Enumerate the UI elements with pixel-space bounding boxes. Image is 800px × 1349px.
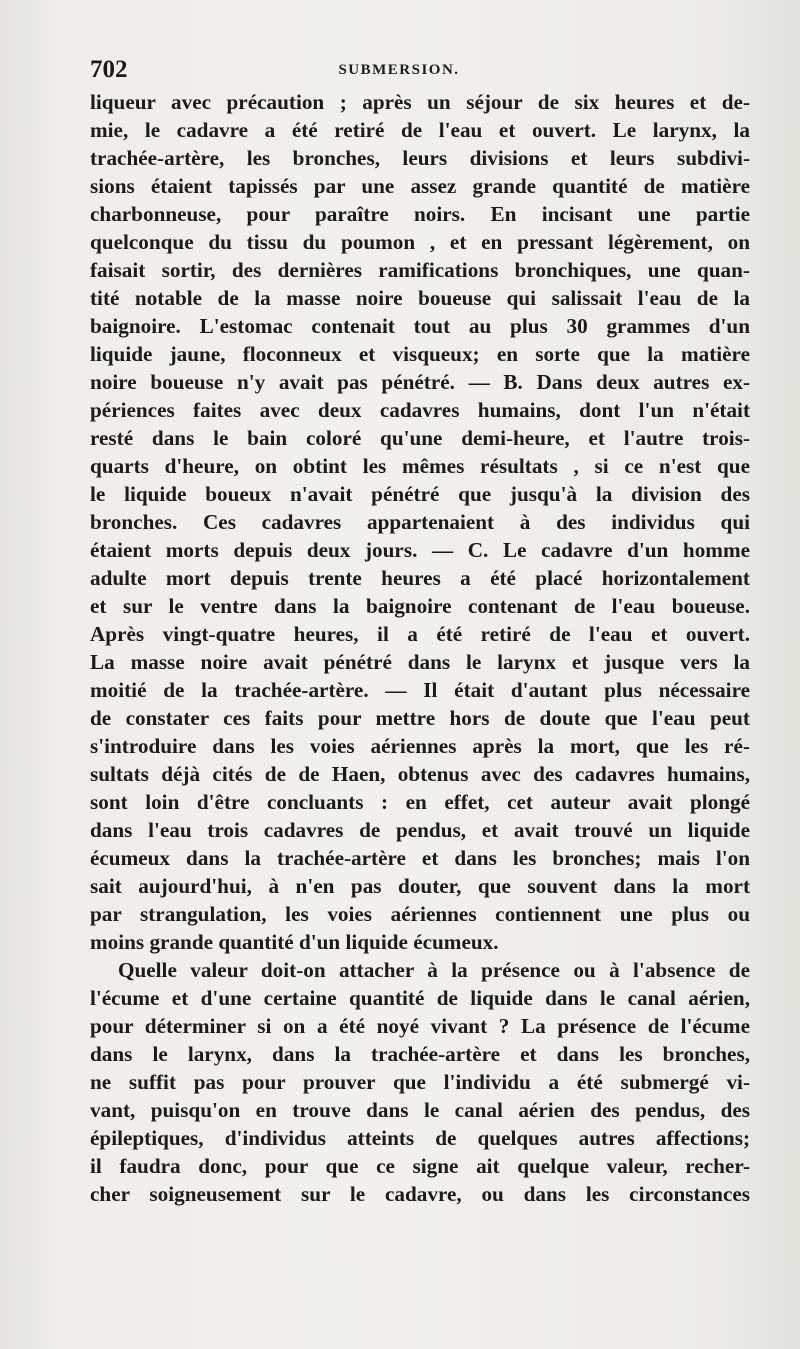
text-line: il faudra donc, pour que ce signe ait quelque valeur, recher- bbox=[90, 1154, 750, 1178]
text-line: bronches. Ces cadavres appartenaient à des individus qui bbox=[90, 510, 750, 534]
text-line: Quelle valeur doit-on attacher à la présence ou à l'absence de bbox=[118, 958, 750, 982]
text-line: moitié de la trachée-artère. — Il était d'autant plus nécessaire bbox=[90, 678, 750, 702]
text-line: resté dans le bain coloré qu'une demi-heure, et l'autre trois- bbox=[90, 426, 750, 450]
text-line: charbonneuse, pour paraître noirs. En incisant une partie bbox=[90, 202, 750, 226]
text-line: le liquide boueux n'avait pénétré que jusqu'à la division des bbox=[90, 482, 750, 506]
text-line: étaient morts depuis deux jours. — C. Le cadavre d'un homme bbox=[90, 538, 750, 562]
text-line: périences faites avec deux cadavres humains, dont l'un n'était bbox=[90, 398, 750, 422]
text-line: cher soigneusement sur le cadavre, ou dans les circonstances bbox=[90, 1182, 750, 1206]
text-line: tité notable de la masse noire boueuse qui salissait l'eau de la bbox=[90, 286, 750, 310]
text-line: sions étaient tapissés par une assez grande quantité de matière bbox=[90, 174, 750, 198]
body-text bbox=[90, 88, 750, 1208]
text-line: baignoire. L'estomac contenait tout au plus 30 grammes d'un bbox=[90, 314, 750, 338]
text-line: faisait sortir, des dernières ramifications bronchiques, une quan- bbox=[90, 258, 750, 282]
text-line: sont loin d'être concluants : en effet, cet auteur avait plongé bbox=[90, 790, 750, 814]
text-line: adulte mort depuis trente heures a été placé horizontalement bbox=[90, 566, 750, 590]
text-line: et sur le ventre dans la baignoire contenant de l'eau boueuse. bbox=[90, 594, 750, 618]
text-line: mie, le cadavre a été retiré de l'eau et ouvert. Le larynx, la bbox=[90, 118, 750, 142]
text-line: pour déterminer si on a été noyé vivant ? La présence de l'écume bbox=[90, 1014, 750, 1038]
text-line: épileptiques, d'individus atteints de quelques autres affections; bbox=[90, 1126, 750, 1150]
text-line: dans le larynx, dans la trachée-artère et dans les bronches, bbox=[90, 1042, 750, 1066]
text-line: moins grande quantité d'un liquide écumeux. bbox=[90, 930, 499, 954]
text-line: quelconque du tissu du poumon , et en pressant légèrement, on bbox=[90, 230, 750, 254]
text-line: écumeux dans la trachée-artère et dans les bronches; mais l'on bbox=[90, 846, 750, 870]
text-line: vant, puisqu'on en trouve dans le canal aérien des pendus, des bbox=[90, 1098, 750, 1122]
text-line: de constater ces faits pour mettre hors de doute que l'eau peut bbox=[90, 706, 750, 730]
page-number: 702 bbox=[90, 56, 128, 83]
page-header bbox=[90, 56, 708, 90]
text-line: l'écume et d'une certaine quantité de liquide dans le canal aérien, bbox=[90, 986, 750, 1010]
text-line: s'introduire dans les voies aériennes après la mort, que les ré- bbox=[90, 734, 750, 758]
running-title: SUBMERSION. bbox=[338, 62, 460, 78]
text-line: Après vingt-quatre heures, il a été retiré de l'eau et ouvert. bbox=[90, 622, 750, 646]
text-line: liquide jaune, floconneux et visqueux; en sorte que la matière bbox=[90, 342, 750, 366]
text-line: dans l'eau trois cadavres de pendus, et avait trouvé un liquide bbox=[90, 818, 750, 842]
text-line: liqueur avec précaution ; après un séjour de six heures et de- bbox=[90, 90, 750, 114]
text-line: trachée-artère, les bronches, leurs divisions et leurs subdivi- bbox=[90, 146, 750, 170]
text-line: La masse noire avait pénétré dans le larynx et jusque vers la bbox=[90, 650, 750, 674]
text-line: sait aujourd'hui, à n'en pas douter, que souvent dans la mort bbox=[90, 874, 750, 898]
text-line: par strangulation, les voies aériennes contiennent une plus ou bbox=[90, 902, 750, 926]
text-line: sultats déjà cités de de Haen, obtenus avec des cadavres humains, bbox=[90, 762, 750, 786]
text-line: quarts d'heure, on obtint les mêmes résultats , si ce n'est que bbox=[90, 454, 750, 478]
text-line: noire boueuse n'y avait pas pénétré. — B. Dans deux autres ex- bbox=[90, 370, 750, 394]
text-line: ne suffit pas pour prouver que l'individu a été submergé vi- bbox=[90, 1070, 750, 1094]
